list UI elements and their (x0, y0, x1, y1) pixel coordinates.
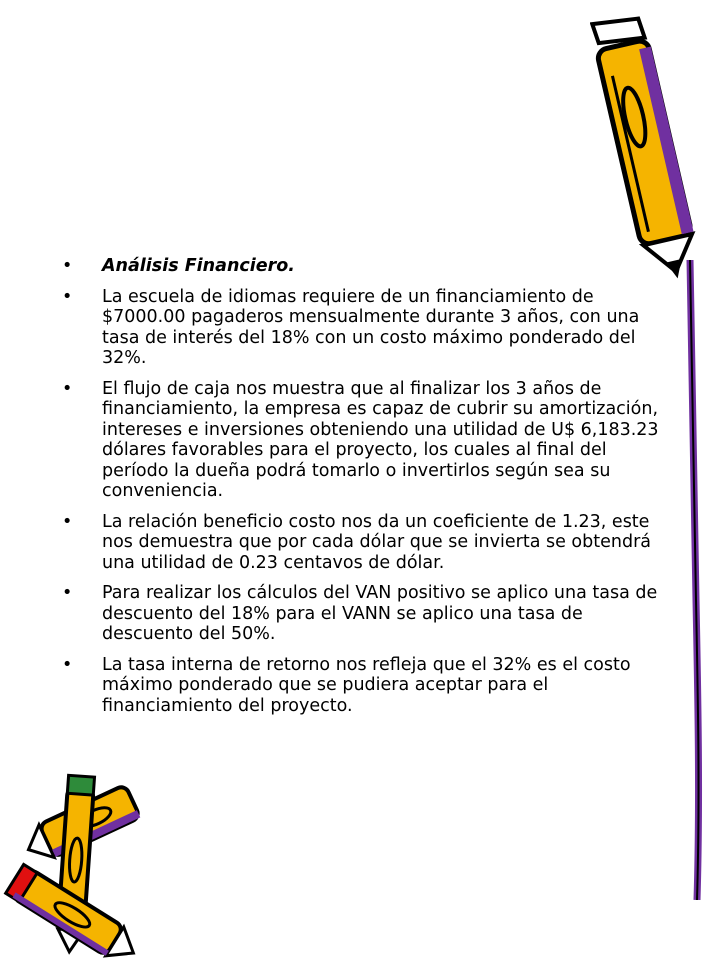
bullet-icon: • (62, 378, 73, 399)
bullet-icon: • (62, 286, 73, 307)
list-item-text: El flujo de caja nos muestra que al finalizar los 3 años de financiamiento, la empresa es capaz de cubrir su amortización, intereses e inversiones obteniendo una utilidad de U$ 6,183.23 dólares favorables para el proyecto, los cuales al final del período la dueña podrá tomarlo o invertirlos según sea su conveniencia. (102, 378, 659, 501)
list-item-title (62, 256, 662, 277)
content-area (62, 256, 662, 726)
list-item-text: La escuela de idiomas requiere de un financiamiento de $7000.00 pagaderos mensualmente durante 3 años, con una tasa de interés del 18% con un costo máximo ponderado del 32%. (102, 286, 640, 368)
list-item (62, 655, 662, 717)
list-item (62, 512, 662, 574)
bullet-icon: • (62, 511, 73, 532)
bullet-icon: • (62, 256, 73, 276)
list-item-text: La relación beneficio costo nos da un coeficiente de 1.23, este nos demuestra que por cada dólar que se invierta se obtendrá una utilidad de 0.23 centavos de dólar. (102, 511, 651, 573)
list-item (62, 583, 662, 645)
pencil-icon (590, 10, 705, 290)
bullet-list (62, 256, 662, 716)
pencils-icon (0, 770, 150, 960)
section-title: Análisis Financiero. (102, 256, 295, 276)
pencil-stroke-icon (670, 260, 720, 900)
list-item (62, 379, 662, 502)
bullet-icon: • (62, 654, 73, 675)
list-item-text: Para realizar los cálculos del VAN positivo se aplico una tasa de descuento del 18% para el VANN se aplico una tasa de descuento del 50%. (102, 583, 658, 644)
list-item (62, 287, 662, 369)
bullet-icon: • (62, 583, 73, 603)
list-item-text: La tasa interna de retorno nos refleja que el 32% es el costo máximo ponderado que se pudiera aceptar para el financiamiento del proyecto. (102, 654, 631, 716)
